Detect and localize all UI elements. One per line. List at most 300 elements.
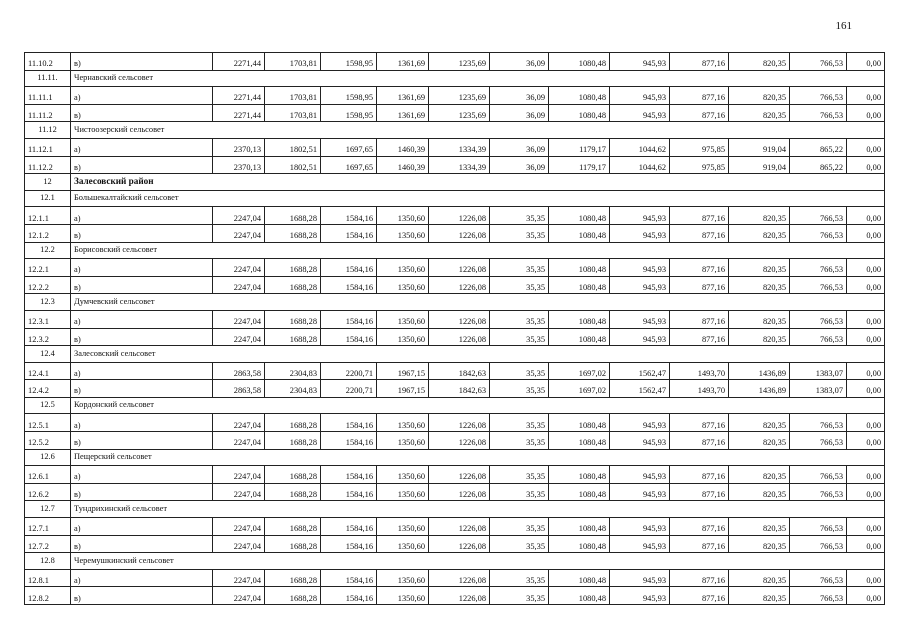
row-subitem: а)	[71, 466, 213, 484]
value-cell: 1842,63	[429, 380, 490, 398]
row-subitem: а)	[71, 362, 213, 380]
value-cell: 1044,62	[610, 138, 670, 156]
table-row	[25, 328, 885, 346]
value-cell: 1584,16	[321, 587, 377, 605]
value-cell: 35,35	[490, 414, 549, 432]
value-cell: 1080,48	[549, 328, 610, 346]
council-heading-row	[25, 122, 885, 139]
section-code: 12.3	[25, 294, 71, 311]
value-cell: 1350,60	[377, 328, 429, 346]
row-subitem: в)	[71, 380, 213, 398]
value-cell: 35,35	[490, 380, 549, 398]
council-name: Залесовский сельсовет	[71, 346, 885, 363]
value-cell: 2271,44	[213, 87, 265, 105]
value-cell: 766,53	[790, 328, 847, 346]
value-cell: 877,16	[670, 535, 729, 553]
row-code: 12.8.2	[25, 587, 71, 605]
value-cell: 766,53	[790, 310, 847, 328]
table-row	[25, 53, 885, 71]
value-cell: 1179,17	[549, 156, 610, 174]
section-code: 11.12	[25, 122, 71, 139]
value-cell: 919,04	[729, 156, 790, 174]
value-cell: 0,00	[847, 310, 885, 328]
value-cell: 0,00	[847, 328, 885, 346]
value-cell: 766,53	[790, 276, 847, 294]
value-cell: 1802,51	[265, 156, 321, 174]
value-cell: 0,00	[847, 53, 885, 71]
council-name: Кордонский сельсовет	[71, 397, 885, 414]
value-cell: 945,93	[610, 259, 670, 277]
value-cell: 820,35	[729, 104, 790, 122]
table-row	[25, 414, 885, 432]
table-row	[25, 362, 885, 380]
page-number: 161	[835, 20, 852, 32]
table-row	[25, 518, 885, 536]
value-cell: 1226,08	[429, 328, 490, 346]
value-cell: 945,93	[610, 207, 670, 225]
district-name: Залесовский район	[71, 174, 885, 191]
value-cell: 1080,48	[549, 569, 610, 587]
value-cell: 1080,48	[549, 224, 610, 242]
value-cell: 1044,62	[610, 156, 670, 174]
row-subitem: а)	[71, 414, 213, 432]
value-cell: 0,00	[847, 276, 885, 294]
value-cell: 2247,04	[213, 466, 265, 484]
row-subitem: а)	[71, 518, 213, 536]
value-cell: 945,93	[610, 432, 670, 450]
value-cell: 1842,63	[429, 362, 490, 380]
value-cell: 1688,28	[265, 328, 321, 346]
row-subitem: а)	[71, 87, 213, 105]
value-cell: 2370,13	[213, 138, 265, 156]
value-cell: 877,16	[670, 310, 729, 328]
value-cell: 0,00	[847, 535, 885, 553]
value-cell: 1598,95	[321, 87, 377, 105]
row-subitem: в)	[71, 587, 213, 605]
value-cell: 2247,04	[213, 569, 265, 587]
value-cell: 1226,08	[429, 466, 490, 484]
value-cell: 877,16	[670, 328, 729, 346]
value-cell: 877,16	[670, 518, 729, 536]
value-cell: 820,35	[729, 328, 790, 346]
value-cell: 2271,44	[213, 104, 265, 122]
council-name: Борисовский сельсовет	[71, 242, 885, 259]
value-cell: 877,16	[670, 432, 729, 450]
row-code: 11.10.2	[25, 53, 71, 71]
value-cell: 35,35	[490, 362, 549, 380]
value-cell: 1802,51	[265, 138, 321, 156]
row-subitem: а)	[71, 569, 213, 587]
row-subitem: а)	[71, 138, 213, 156]
council-name: Тундрихинский сельсовет	[71, 501, 885, 518]
value-cell: 766,53	[790, 224, 847, 242]
value-cell: 1226,08	[429, 569, 490, 587]
value-cell: 1688,28	[265, 259, 321, 277]
row-code: 12.7.2	[25, 535, 71, 553]
value-cell: 877,16	[670, 569, 729, 587]
table-row	[25, 224, 885, 242]
value-cell: 2247,04	[213, 224, 265, 242]
value-cell: 1562,47	[610, 380, 670, 398]
value-cell: 36,09	[490, 104, 549, 122]
value-cell: 1688,28	[265, 276, 321, 294]
value-cell: 2247,04	[213, 432, 265, 450]
row-subitem: в)	[71, 535, 213, 553]
council-heading-row	[25, 346, 885, 363]
value-cell: 0,00	[847, 224, 885, 242]
value-cell: 945,93	[610, 483, 670, 501]
value-cell: 1584,16	[321, 328, 377, 346]
value-cell: 0,00	[847, 156, 885, 174]
value-cell: 1688,28	[265, 518, 321, 536]
value-cell: 0,00	[847, 207, 885, 225]
council-heading-row	[25, 397, 885, 414]
value-cell: 945,93	[610, 466, 670, 484]
value-cell: 35,35	[490, 328, 549, 346]
row-code: 12.4.2	[25, 380, 71, 398]
value-cell: 820,35	[729, 207, 790, 225]
table-row	[25, 138, 885, 156]
row-code: 11.12.2	[25, 156, 71, 174]
value-cell: 2247,04	[213, 328, 265, 346]
value-cell: 1080,48	[549, 310, 610, 328]
value-cell: 1703,81	[265, 53, 321, 71]
value-cell: 1080,48	[549, 483, 610, 501]
value-cell: 1350,60	[377, 432, 429, 450]
value-cell: 945,93	[610, 104, 670, 122]
value-cell: 35,35	[490, 587, 549, 605]
value-cell: 1688,28	[265, 466, 321, 484]
table-row	[25, 432, 885, 450]
table-row	[25, 380, 885, 398]
value-cell: 1080,48	[549, 518, 610, 536]
row-code: 12.6.2	[25, 483, 71, 501]
council-heading-row	[25, 553, 885, 570]
table-row	[25, 156, 885, 174]
value-cell: 0,00	[847, 362, 885, 380]
value-cell: 1235,69	[429, 87, 490, 105]
section-code: 11.11.	[25, 70, 71, 87]
value-cell: 1080,48	[549, 587, 610, 605]
value-cell: 1967,15	[377, 362, 429, 380]
value-cell: 2247,04	[213, 414, 265, 432]
value-cell: 1226,08	[429, 518, 490, 536]
value-cell: 35,35	[490, 483, 549, 501]
council-heading-row	[25, 501, 885, 518]
row-subitem: в)	[71, 483, 213, 501]
value-cell: 766,53	[790, 518, 847, 536]
value-cell: 1350,60	[377, 535, 429, 553]
row-subitem: а)	[71, 207, 213, 225]
value-cell: 35,35	[490, 310, 549, 328]
value-cell: 1598,95	[321, 53, 377, 71]
row-code: 12.3.1	[25, 310, 71, 328]
value-cell: 2247,04	[213, 483, 265, 501]
value-cell: 766,53	[790, 414, 847, 432]
value-cell: 945,93	[610, 276, 670, 294]
value-cell: 1436,89	[729, 380, 790, 398]
row-subitem: в)	[71, 432, 213, 450]
value-cell: 766,53	[790, 569, 847, 587]
row-code: 12.8.1	[25, 569, 71, 587]
row-code: 12.5.2	[25, 432, 71, 450]
value-cell: 35,35	[490, 466, 549, 484]
value-cell: 820,35	[729, 310, 790, 328]
value-cell: 1226,08	[429, 207, 490, 225]
value-cell: 1460,39	[377, 156, 429, 174]
row-subitem: в)	[71, 224, 213, 242]
value-cell: 1361,69	[377, 53, 429, 71]
row-code: 12.7.1	[25, 518, 71, 536]
value-cell: 2200,71	[321, 362, 377, 380]
row-subitem: а)	[71, 310, 213, 328]
row-subitem: в)	[71, 53, 213, 71]
value-cell: 877,16	[670, 587, 729, 605]
value-cell: 1226,08	[429, 414, 490, 432]
value-cell: 1562,47	[610, 362, 670, 380]
value-cell: 975,85	[670, 138, 729, 156]
section-code: 12.5	[25, 397, 71, 414]
value-cell: 1350,60	[377, 587, 429, 605]
value-cell: 1350,60	[377, 276, 429, 294]
row-code: 12.3.2	[25, 328, 71, 346]
value-cell: 820,35	[729, 483, 790, 501]
value-cell: 877,16	[670, 276, 729, 294]
value-cell: 1584,16	[321, 224, 377, 242]
value-cell: 1361,69	[377, 87, 429, 105]
value-cell: 945,93	[610, 569, 670, 587]
value-cell: 0,00	[847, 466, 885, 484]
value-cell: 865,22	[790, 138, 847, 156]
section-code: 12	[25, 174, 71, 191]
value-cell: 1350,60	[377, 483, 429, 501]
value-cell: 766,53	[790, 587, 847, 605]
value-cell: 1688,28	[265, 569, 321, 587]
value-cell: 877,16	[670, 466, 729, 484]
value-cell: 36,09	[490, 138, 549, 156]
value-cell: 35,35	[490, 276, 549, 294]
section-code: 12.7	[25, 501, 71, 518]
value-cell: 1584,16	[321, 535, 377, 553]
value-cell: 1080,48	[549, 466, 610, 484]
value-cell: 2247,04	[213, 207, 265, 225]
value-cell: 1226,08	[429, 224, 490, 242]
value-cell: 2247,04	[213, 276, 265, 294]
value-cell: 2247,04	[213, 587, 265, 605]
row-code: 12.2.2	[25, 276, 71, 294]
value-cell: 945,93	[610, 328, 670, 346]
value-cell: 1697,02	[549, 380, 610, 398]
table-row	[25, 104, 885, 122]
value-cell: 766,53	[790, 259, 847, 277]
value-cell: 1584,16	[321, 276, 377, 294]
value-cell: 35,35	[490, 535, 549, 553]
value-cell: 1688,28	[265, 207, 321, 225]
table-row	[25, 259, 885, 277]
value-cell: 0,00	[847, 483, 885, 501]
value-cell: 1350,60	[377, 466, 429, 484]
value-cell: 2200,71	[321, 380, 377, 398]
value-cell: 1235,69	[429, 104, 490, 122]
council-heading-row	[25, 70, 885, 87]
value-cell: 0,00	[847, 414, 885, 432]
value-cell: 945,93	[610, 414, 670, 432]
value-cell: 1334,39	[429, 156, 490, 174]
value-cell: 1383,07	[790, 362, 847, 380]
value-cell: 820,35	[729, 466, 790, 484]
value-cell: 877,16	[670, 259, 729, 277]
value-cell: 35,35	[490, 569, 549, 587]
value-cell: 1350,60	[377, 224, 429, 242]
value-cell: 1584,16	[321, 310, 377, 328]
value-cell: 2247,04	[213, 259, 265, 277]
value-cell: 1080,48	[549, 87, 610, 105]
value-cell: 35,35	[490, 207, 549, 225]
council-name: Пещерский сельсовет	[71, 449, 885, 466]
value-cell: 2304,83	[265, 380, 321, 398]
value-cell: 1080,48	[549, 276, 610, 294]
table-row	[25, 466, 885, 484]
value-cell: 2370,13	[213, 156, 265, 174]
value-cell: 1584,16	[321, 483, 377, 501]
value-cell: 0,00	[847, 104, 885, 122]
section-code: 12.8	[25, 553, 71, 570]
value-cell: 0,00	[847, 587, 885, 605]
value-cell: 1697,65	[321, 156, 377, 174]
table-row	[25, 569, 885, 587]
value-cell: 820,35	[729, 259, 790, 277]
council-heading-row	[25, 190, 885, 207]
district-heading-row	[25, 174, 885, 191]
value-cell: 1350,60	[377, 569, 429, 587]
value-cell: 945,93	[610, 224, 670, 242]
value-cell: 2271,44	[213, 53, 265, 71]
value-cell: 0,00	[847, 87, 885, 105]
value-cell: 945,93	[610, 535, 670, 553]
row-subitem: а)	[71, 259, 213, 277]
value-cell: 820,35	[729, 587, 790, 605]
value-cell: 0,00	[847, 518, 885, 536]
value-cell: 1688,28	[265, 432, 321, 450]
row-code: 12.4.1	[25, 362, 71, 380]
row-code: 12.1.2	[25, 224, 71, 242]
value-cell: 36,09	[490, 156, 549, 174]
value-cell: 2247,04	[213, 310, 265, 328]
table-body	[25, 53, 885, 605]
value-cell: 1584,16	[321, 432, 377, 450]
table-row	[25, 310, 885, 328]
value-cell: 1361,69	[377, 104, 429, 122]
row-subitem: в)	[71, 104, 213, 122]
value-cell: 1436,89	[729, 362, 790, 380]
value-cell: 1688,28	[265, 483, 321, 501]
value-cell: 1080,48	[549, 259, 610, 277]
value-cell: 35,35	[490, 259, 549, 277]
section-code: 12.4	[25, 346, 71, 363]
value-cell: 1584,16	[321, 259, 377, 277]
value-cell: 877,16	[670, 414, 729, 432]
value-cell: 1226,08	[429, 310, 490, 328]
value-cell: 1688,28	[265, 310, 321, 328]
value-cell: 766,53	[790, 466, 847, 484]
value-cell: 0,00	[847, 259, 885, 277]
value-cell: 1493,70	[670, 380, 729, 398]
value-cell: 877,16	[670, 104, 729, 122]
value-cell: 0,00	[847, 138, 885, 156]
value-cell: 820,35	[729, 414, 790, 432]
value-cell: 766,53	[790, 483, 847, 501]
value-cell: 1080,48	[549, 207, 610, 225]
value-cell: 945,93	[610, 518, 670, 536]
value-cell: 1598,95	[321, 104, 377, 122]
value-cell: 1703,81	[265, 104, 321, 122]
council-name: Думчевский сельсовет	[71, 294, 885, 311]
value-cell: 1688,28	[265, 535, 321, 553]
value-cell: 36,09	[490, 87, 549, 105]
value-cell: 0,00	[847, 380, 885, 398]
value-cell: 1688,28	[265, 414, 321, 432]
value-cell: 1080,48	[549, 535, 610, 553]
value-cell: 1080,48	[549, 432, 610, 450]
tariff-table	[24, 52, 885, 605]
value-cell: 820,35	[729, 518, 790, 536]
value-cell: 1226,08	[429, 276, 490, 294]
value-cell: 865,22	[790, 156, 847, 174]
value-cell: 945,93	[610, 587, 670, 605]
value-cell: 820,35	[729, 224, 790, 242]
value-cell: 820,35	[729, 432, 790, 450]
value-cell: 1584,16	[321, 414, 377, 432]
value-cell: 877,16	[670, 224, 729, 242]
value-cell: 945,93	[610, 53, 670, 71]
value-cell: 1350,60	[377, 518, 429, 536]
council-name: Чистоозерский сельсовет	[71, 122, 885, 139]
value-cell: 1179,17	[549, 138, 610, 156]
value-cell: 820,35	[729, 535, 790, 553]
value-cell: 1334,39	[429, 138, 490, 156]
value-cell: 1584,16	[321, 569, 377, 587]
value-cell: 877,16	[670, 87, 729, 105]
value-cell: 877,16	[670, 207, 729, 225]
value-cell: 877,16	[670, 53, 729, 71]
value-cell: 975,85	[670, 156, 729, 174]
council-heading-row	[25, 242, 885, 259]
table-row	[25, 87, 885, 105]
value-cell: 1350,60	[377, 310, 429, 328]
value-cell: 766,53	[790, 53, 847, 71]
value-cell: 1350,60	[377, 414, 429, 432]
value-cell: 1226,08	[429, 432, 490, 450]
value-cell: 1688,28	[265, 587, 321, 605]
value-cell: 919,04	[729, 138, 790, 156]
section-code: 12.6	[25, 449, 71, 466]
value-cell: 1688,28	[265, 224, 321, 242]
value-cell: 1226,08	[429, 535, 490, 553]
table-row	[25, 483, 885, 501]
value-cell: 1350,60	[377, 259, 429, 277]
value-cell: 2247,04	[213, 535, 265, 553]
value-cell: 1226,08	[429, 259, 490, 277]
value-cell: 0,00	[847, 432, 885, 450]
value-cell: 2863,58	[213, 380, 265, 398]
value-cell: 820,35	[729, 569, 790, 587]
value-cell: 1080,48	[549, 104, 610, 122]
value-cell: 1697,65	[321, 138, 377, 156]
value-cell: 1350,60	[377, 207, 429, 225]
row-subitem: в)	[71, 328, 213, 346]
value-cell: 0,00	[847, 569, 885, 587]
value-cell: 766,53	[790, 432, 847, 450]
